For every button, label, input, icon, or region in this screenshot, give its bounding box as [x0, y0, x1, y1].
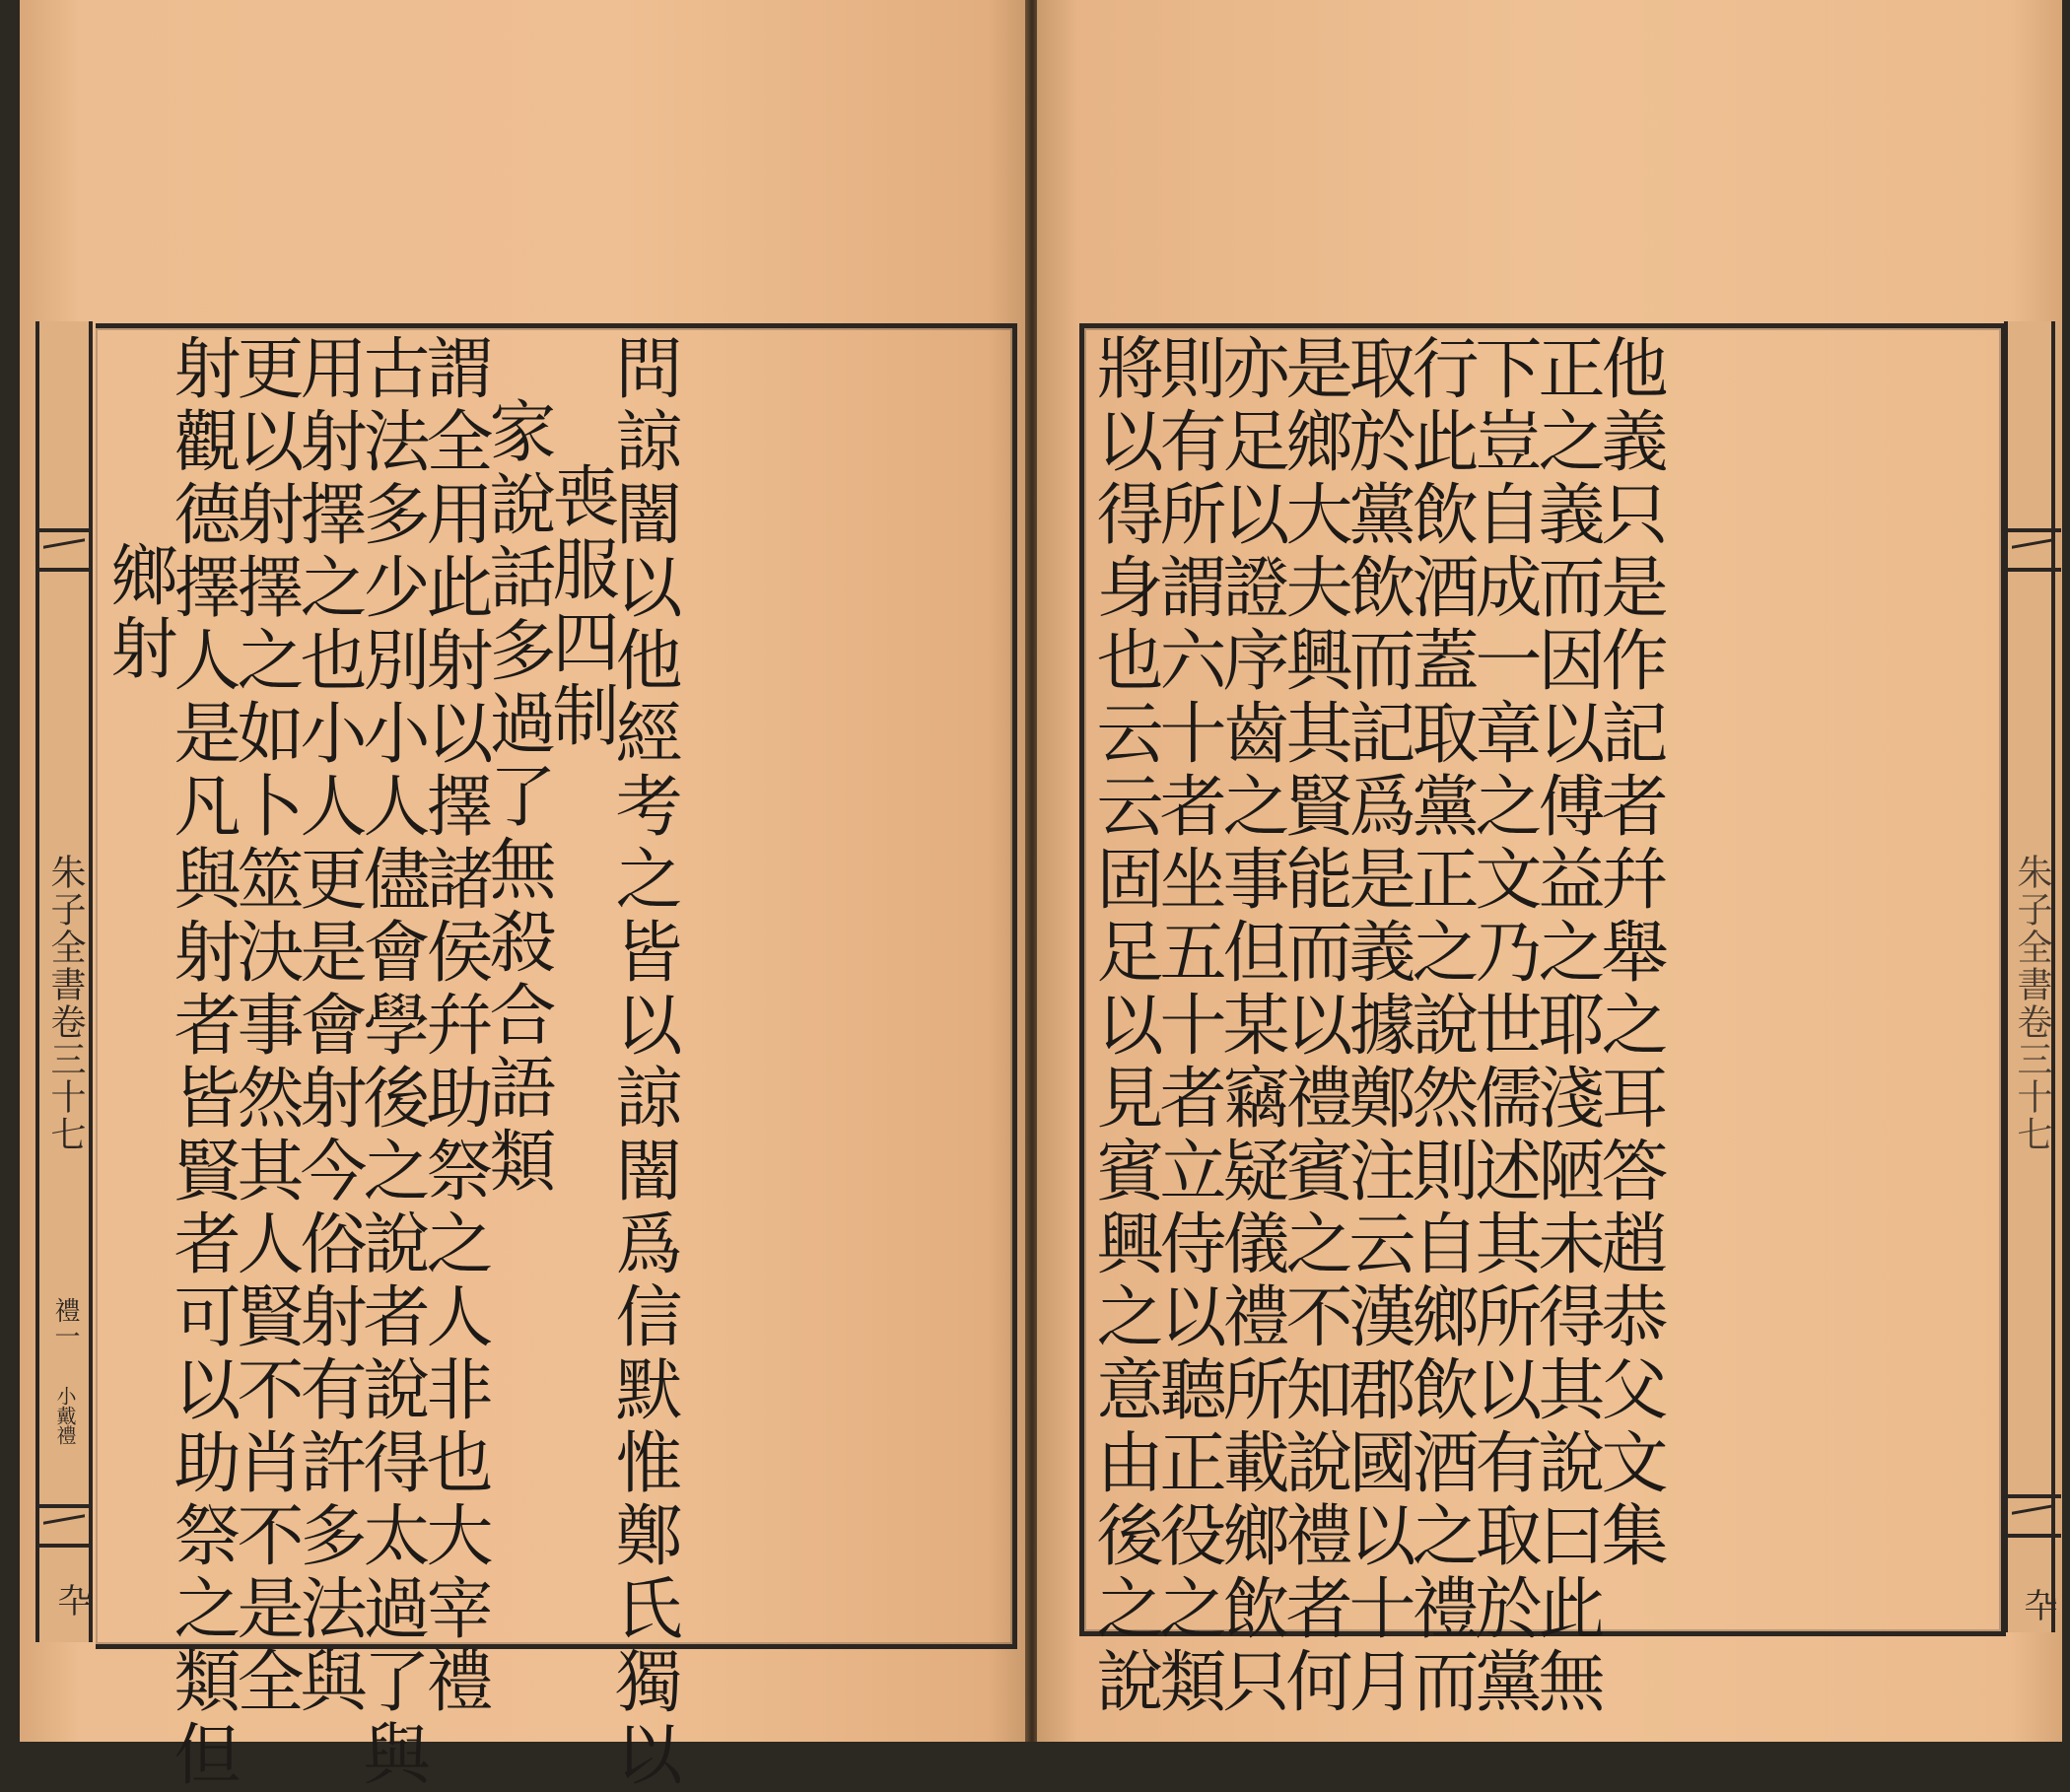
section-heading: 喪服四制 — [541, 461, 619, 753]
fishtail-ornament-top — [35, 528, 93, 572]
text-column: 射觀德擇人是凡與射者皆賢者可以助祭之類但 — [163, 333, 241, 1792]
fold-folio: 卆 — [51, 1583, 91, 1617]
fold-folio: 卆 — [2018, 1588, 2057, 1621]
left-fold-margin — [35, 321, 93, 1642]
text-column: 謂全用此射以擇諸侯幷助祭之人非也大宰禮 — [415, 333, 493, 1719]
text-column: 行此飲酒蓋取黨正之說然則自鄉飲酒之禮而 — [1401, 333, 1479, 1719]
right-text-columns — [1085, 333, 1668, 1719]
fishtail-ornament-bottom — [35, 1504, 93, 1548]
text-column: 亦足以證序齒之事但某竊疑儀禮所載鄉飲只 — [1211, 333, 1289, 1719]
section-heading: 鄉射 — [100, 540, 177, 686]
text-column: 正之義而因以傅益之耶淺陋未得其說曰此無 — [1527, 333, 1605, 1719]
fold-book-title: 朱子全書卷三十七 — [45, 854, 86, 1153]
fold-section: 禮一 — [50, 1297, 80, 1348]
text-column: 是鄉大夫興其賢能而以禮賓之不知說禮者何 — [1275, 333, 1352, 1719]
fold-subsection: 小戴禮 — [53, 1386, 77, 1445]
text-column: 問諒闇以他經考之皆以諒闇爲信默惟鄭氏獨以 — [604, 333, 682, 1792]
fold-book-title: 朱子全書卷三十七 — [2012, 854, 2052, 1153]
text-column: 取於黨飲而記爲是義據鄭注云漢郡國以十月 — [1338, 333, 1415, 1719]
text-column: 將以得身也云云固足以見賓興之意由後之說 — [1085, 333, 1163, 1719]
right-fold-margin — [2004, 321, 2055, 1632]
text-column: 用射擇之也小人更是會射今俗射有許多法與 — [289, 333, 367, 1719]
text-column — [478, 333, 556, 1634]
text-column: 則有所謂六十者坐五十者立侍以聽正役之類 — [1148, 333, 1226, 1719]
text-column: 更以射擇之如卜筮決事然其人賢不肖不是全 — [226, 333, 304, 1719]
text-column: 古法多少別小人儘會學後之說者說得太過了與 — [352, 333, 430, 1792]
text-column: 他義只是作記者幷舉之耳答趙恭父文集 — [1590, 333, 1668, 1573]
fishtail-ornament-top — [2004, 528, 2061, 572]
text-column: 下豈自成一章之文乃世儒述其所以有取於黨 — [1464, 333, 1542, 1719]
fishtail-ornament-bottom — [2004, 1494, 2061, 1538]
column-main-text: 家說話多過了無殺合語類 — [478, 396, 556, 1199]
left-text-columns — [100, 333, 682, 1792]
